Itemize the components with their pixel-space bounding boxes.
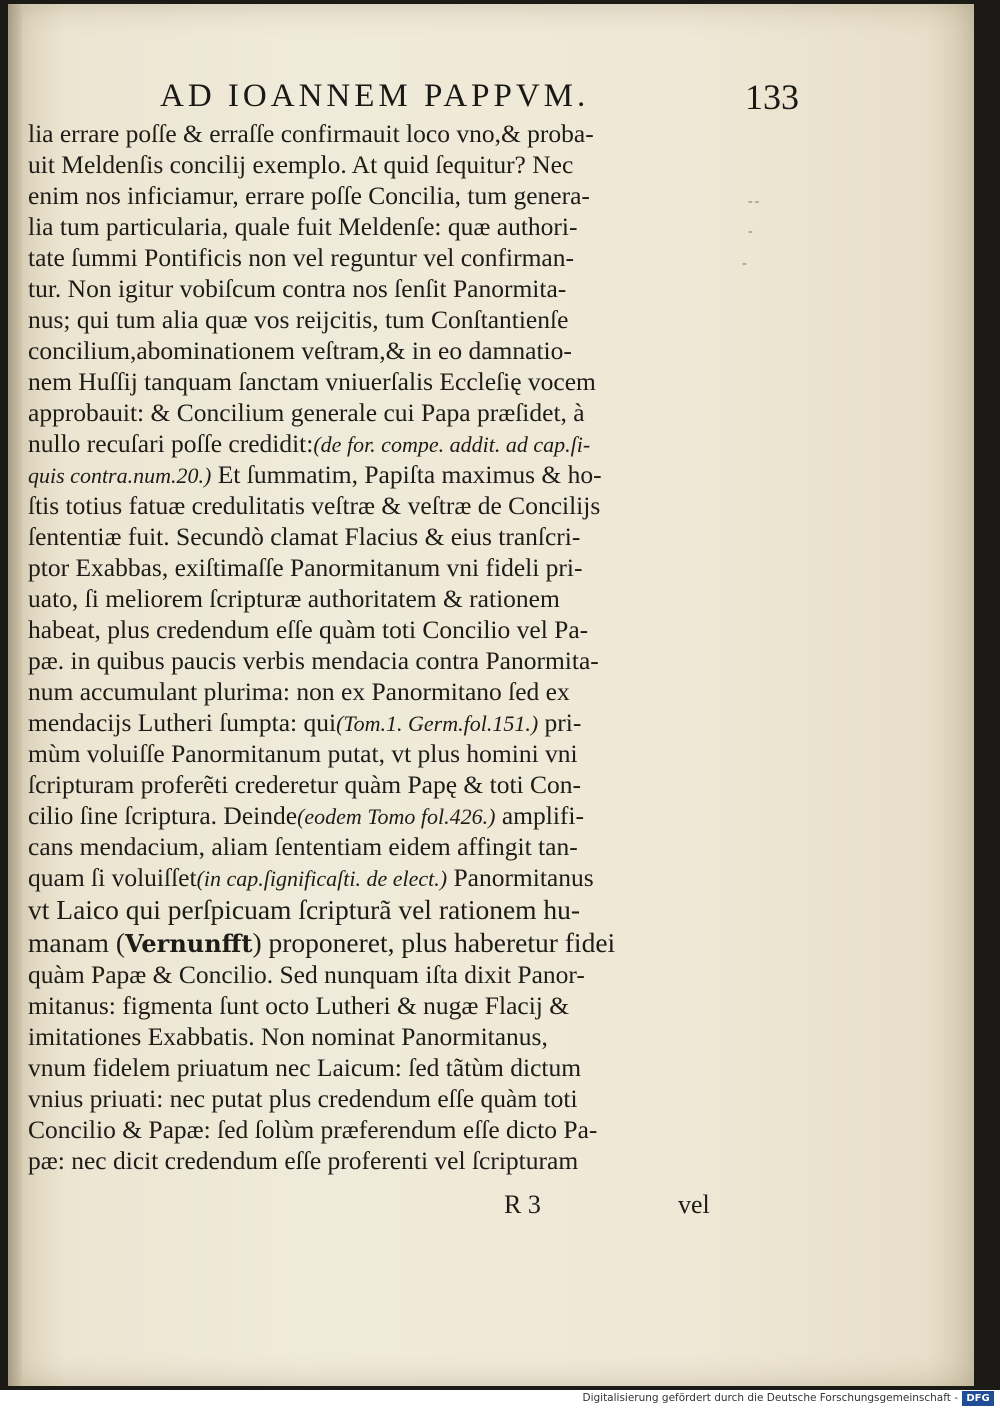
funding-credit: Digitalisierung gefördert durch die Deutsche Forschungsgemeinschaft - [582, 1392, 958, 1404]
line-text: quam ſi voluiſſet [28, 863, 197, 892]
line-text: cilio ſine ſcriptura. Deinde [28, 801, 298, 830]
credit-bar [0, 1390, 1000, 1409]
text-line: num accumulant plurima: non ex Panormitano ſed ex [28, 677, 570, 706]
text-line: ſtis totius fatuæ credulitatis veſtræ & veſtræ de Concilijs [28, 491, 601, 520]
text-line: ſententiæ fuit. Secundò clamat Flacius & eius tranſcri- [28, 522, 581, 551]
line-text: Et ſummatim, Papiſta maximus & ho- [211, 460, 602, 489]
citation-reference: (eodem Tomo fol.426.) [297, 804, 496, 829]
text-line: lia tum particularia, quale fuit Meldenſe: quæ authori- [28, 212, 578, 241]
line-text: ) proponeret, plus haberetur fidei [252, 927, 616, 958]
text-line: concilium,abominationem veſtram,& in eo damnatio- [28, 336, 572, 365]
line-text: nullo recuſari poſſe credidit: [28, 429, 314, 458]
text-line: mùm voluiſſe Panormitanum putat, vt plus homini vni [28, 739, 578, 768]
text-line: tur. Non igitur vobiſcum contra nos ſenſit Panormita- [28, 274, 567, 303]
text-line: cans mendacium, aliam ſententiam eidem affingit tan- [28, 832, 578, 861]
line-text: mendacijs Lutheri ſumpta: qui [28, 708, 337, 737]
margin-mark: -- [748, 194, 762, 209]
text-line: habeat, plus credendum eſſe quàm toti Concilio vel Pa- [28, 615, 589, 644]
text-line: approbauit: & Concilium generale cui Papa præſidet, à [28, 398, 585, 427]
citation-reference: (in cap.ſignificaſti. de elect.) [196, 866, 448, 891]
citation-reference: (Tom.1. Germ.fol.151.) [336, 711, 539, 736]
line-text: manam ( [28, 927, 125, 958]
text-line [28, 428, 768, 459]
fraktur-word: Vernunfft [124, 929, 253, 958]
text-line: pæ. in quibus paucis verbis mendacia contra Panormita- [28, 646, 599, 675]
text-line: vt Laico qui perſpicuam ſcripturã vel rationem hu- [28, 894, 581, 925]
text-line: ptor Exabbas, exiſtimaſſe Panormitanum vni fideli pri- [28, 553, 583, 582]
text-line: ſcripturam proferẽti crederetur quàm Papę & toti Con- [28, 770, 582, 799]
text-line [28, 459, 768, 490]
text-line: vnum fidelem priuatum nec Laicum: ſed tãtùm dictum [28, 1053, 582, 1082]
text-line [28, 926, 768, 959]
running-title: AD IOANNEM PAPPVM. [160, 78, 590, 114]
text-line: vnius priuati: nec putat plus credendum eſſe quàm toti [28, 1084, 578, 1113]
line-text: amplifi- [495, 801, 584, 830]
citation-reference: (de for. compe. addit. ad cap.ſi- [313, 432, 591, 457]
catchword: vel [678, 1190, 710, 1219]
text-line [28, 800, 768, 831]
text-line: lia errare poſſe & erraſſe confirmauit loco vno,& proba- [28, 119, 594, 148]
text-line: mitanus: figmenta ſunt octo Lutheri & nugæ Flacij & [28, 991, 570, 1020]
page-number: 133 [745, 77, 799, 117]
text-line: uato, ſi meliorem ſcripturæ authoritatem & rationem [28, 584, 560, 613]
page-footer [28, 1190, 728, 1224]
text-line: quàm Papæ & Concilio. Sed nunquam iſta dixit Panor- [28, 960, 585, 989]
text-line: uit Meldenſis concilij exemplo. At quid ſequitur? Nec [28, 150, 574, 179]
text-line: pæ: nec dicit credendum eſſe proferenti vel ſcripturam [28, 1146, 579, 1175]
text-line: nus; qui tum alia quæ vos reijcitis, tum Conſtantienſe [28, 305, 569, 334]
text-line: enim nos inficiamur, errare poſſe Concilia, tum genera- [28, 181, 590, 210]
citation-reference: quis contra.num.20.) [28, 463, 212, 488]
text-line: Concilio & Papæ: ſed ſolùm præferendum eſſe dicto Pa- [28, 1115, 598, 1144]
page-gutter [8, 4, 22, 1386]
dfg-logo: DFG [962, 1391, 994, 1406]
text-line [28, 862, 768, 893]
text-line: tate ſummi Pontificis non vel reguntur vel confirman- [28, 243, 574, 272]
body-text [28, 118, 768, 1176]
line-text: Panormitanus [447, 863, 594, 892]
line-text: pri- [538, 708, 582, 737]
text-line [28, 707, 768, 738]
text-line: nem Huſſij tanquam ſanctam vniuerſalis Eccleſię vocem [28, 367, 596, 396]
margin-mark: - [748, 224, 755, 239]
margin-mark: - [742, 256, 749, 271]
text-line: imitationes Exabbatis. Non nominat Panormitanus, [28, 1022, 548, 1051]
signature-mark: R 3 [504, 1190, 541, 1219]
